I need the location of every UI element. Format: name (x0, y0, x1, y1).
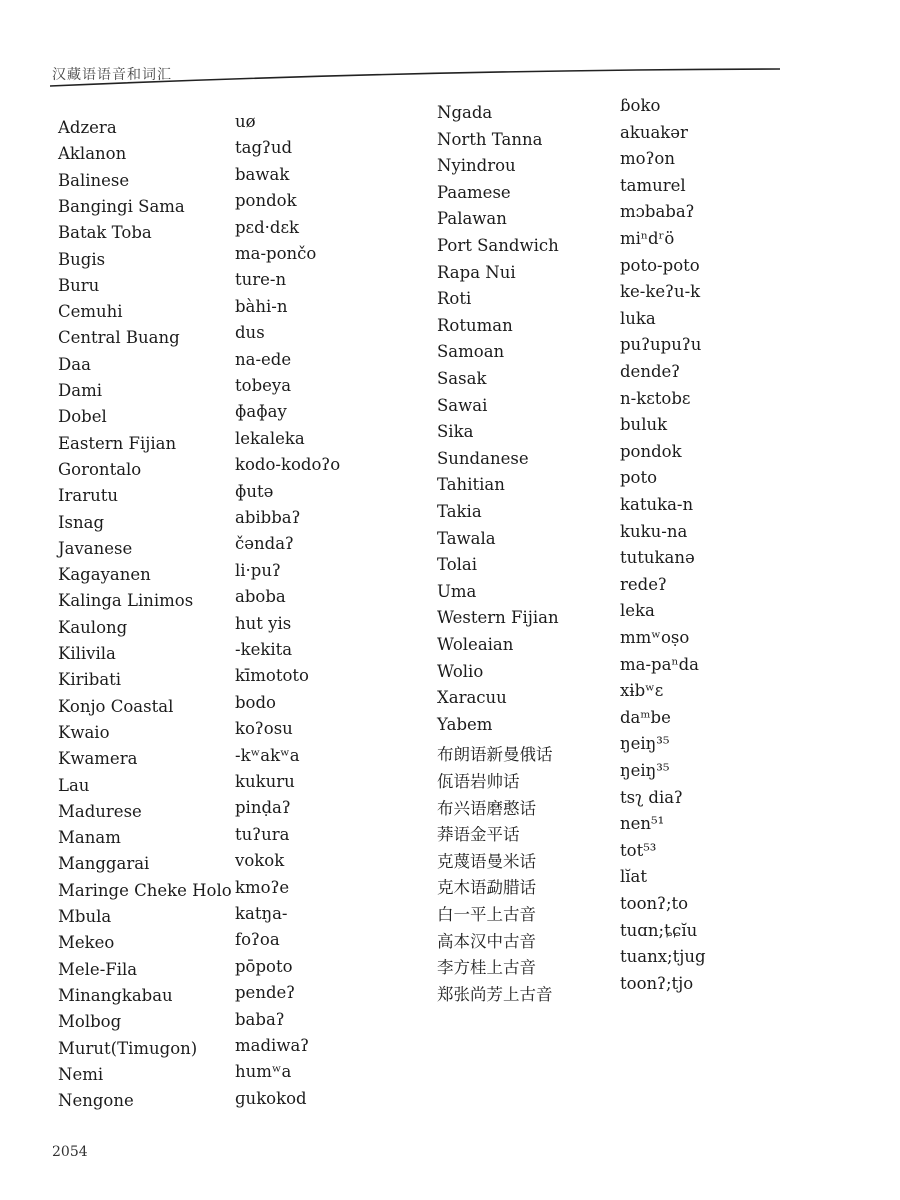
language-name: 白一平上古音 (437, 905, 536, 924)
word-form: tamurel (620, 175, 686, 195)
language-name: Kagayanen (58, 565, 151, 585)
word-form: pinḍaʔ (235, 798, 291, 818)
word-form: tuɑn;ȶɕĭu (620, 920, 698, 940)
word-form: bodo (235, 692, 276, 712)
language-name: Mekeo (58, 933, 115, 953)
language-name: Molbog (58, 1012, 122, 1032)
language-name: Eastern Fijian (58, 433, 177, 453)
word-form: miⁿdʳö (620, 229, 675, 248)
language-name: Nengone (58, 1091, 134, 1111)
language-name: Konjo Coastal (58, 696, 174, 716)
word-form: koʔosu (235, 719, 293, 739)
header-rule (0, 0, 900, 100)
language-name: Palawan (437, 209, 507, 229)
word-form: -kekita (235, 640, 293, 659)
language-name: Samoan (437, 342, 505, 362)
language-name: Woleaian (437, 635, 514, 654)
language-name: Lau (58, 775, 90, 795)
language-name: Dami (58, 381, 102, 400)
word-form: kodo-kodoʔo (235, 455, 341, 475)
word-form: tobeya (235, 376, 292, 395)
language-name: Sasak (437, 369, 487, 388)
language-name: 克蔑语曼米话 (437, 851, 536, 871)
language-name: Bugis (58, 249, 106, 269)
word-form: daᵐbe (620, 707, 671, 727)
word-form: aboba (235, 587, 286, 607)
language-name: Madurese (58, 801, 142, 821)
word-form: ture-n (235, 270, 287, 290)
word-form: bawak (235, 164, 290, 184)
word-form: uø (235, 112, 256, 131)
language-name: 李方桂上古音 (437, 958, 536, 978)
word-form: n-kɛtobɛ (620, 388, 691, 408)
language-name: Kalinga Linimos (58, 591, 194, 611)
word-form: ɡukokod (235, 1088, 307, 1108)
word-form: ma-paⁿda (620, 654, 699, 674)
language-name: Sundanese (437, 448, 529, 468)
word-form: kīmototo (235, 666, 309, 686)
word-form: babaʔ (235, 1009, 285, 1029)
running-header: 汉藏语语音和词汇 (52, 67, 172, 83)
language-name: Kilivila (58, 644, 116, 663)
language-name: Cemuhi (58, 302, 123, 322)
word-form: pendeʔ (235, 983, 296, 1003)
word-form: tagʔud (235, 138, 293, 158)
language-name: Nemi (58, 1064, 104, 1084)
word-form: ɸaɸay (235, 402, 287, 422)
language-name: Rotuman (437, 315, 513, 335)
word-form: hut yis (235, 613, 292, 633)
language-name: Kiribati (58, 670, 122, 690)
word-form: ɸutə (235, 481, 274, 501)
word-form: foʔoa (235, 930, 280, 950)
word-form: nen⁵¹ (620, 814, 665, 834)
word-form: na-ede (235, 349, 292, 369)
word-form: katuka-n (620, 495, 694, 514)
language-name: Dobel (58, 407, 107, 427)
word-form: dus (235, 323, 265, 343)
language-name: 布朗语新曼俄话 (437, 745, 553, 765)
language-name: North Tanna (437, 129, 543, 149)
language-name: 郑张尚芳上古音 (437, 984, 553, 1004)
word-form: pɛd·dɛk (235, 217, 300, 237)
language-name: Mele-Fila (58, 959, 138, 979)
language-name: 克木语勐腊话 (437, 878, 536, 898)
word-form: ɓoko (620, 96, 661, 115)
language-name: Western Fijian (437, 608, 559, 628)
word-form: luka (620, 308, 656, 328)
language-name: Daa (58, 354, 91, 374)
language-name: Bangingi Sama (58, 196, 185, 216)
word-form: -kʷakʷa (235, 745, 300, 765)
word-form: pōpoto (235, 956, 293, 976)
language-name: Aklanon (58, 144, 127, 164)
word-form: toonʔ;tjo (620, 973, 694, 993)
language-name: Batak Toba (58, 223, 152, 243)
word-form: abibbaʔ (235, 508, 301, 527)
word-form: vokok (235, 851, 285, 871)
language-name: Takia (437, 502, 482, 521)
language-name: Nyindrou (437, 156, 516, 176)
word-form: mmʷoṣo (620, 628, 690, 647)
language-name: Tawala (437, 528, 496, 548)
word-form: bàhi-n (235, 296, 288, 316)
word-form: puʔupuʔu (620, 335, 702, 355)
word-form: tuanx;tjug (620, 947, 706, 967)
language-name: Kwaio (58, 722, 110, 742)
word-form: humʷa (235, 1062, 292, 1082)
language-name: 布兴语磨憨话 (437, 798, 536, 818)
language-name: Tolai (437, 555, 478, 575)
language-name: Paamese (437, 182, 511, 202)
word-form: leka (620, 601, 655, 621)
word-form: poto-poto (620, 255, 700, 275)
word-form: ŋeiŋ³⁵ (620, 761, 670, 780)
language-name: 高本汉中古音 (437, 931, 536, 951)
word-form: lĭat (620, 867, 648, 887)
word-form: tot⁵³ (620, 840, 657, 860)
word-form: tutukanə (620, 548, 695, 568)
language-name: Javanese (58, 538, 133, 558)
language-name: Roti (437, 289, 472, 309)
word-form: kukuru (235, 772, 295, 791)
language-name: Ngada (437, 103, 493, 122)
language-name: Buru (58, 275, 100, 295)
language-name: Central Buang (58, 328, 180, 348)
language-name: Yabem (437, 714, 493, 734)
word-form: ke-keʔu-k (620, 282, 701, 302)
language-name: Murut(Timugon) (58, 1038, 198, 1058)
word-form: ma-pončo (235, 244, 317, 263)
language-name: Wolio (437, 661, 484, 681)
language-name: Sika (437, 422, 474, 442)
language-name: Xaracuu (437, 688, 507, 708)
word-form: akuakər (620, 122, 688, 142)
language-name: Kaulong (58, 617, 128, 637)
language-name: 佤语岩帅话 (437, 772, 520, 791)
word-form: redeʔ (620, 574, 667, 594)
language-name: Kwamera (58, 749, 138, 769)
word-form: tuʔura (235, 824, 290, 844)
word-form: pondok (235, 191, 297, 211)
word-form: tsʅ diaʔ (620, 787, 683, 807)
word-form: mɔbabaʔ (620, 202, 695, 222)
word-form: xɨbʷɛ (620, 681, 664, 701)
language-name: Manggarai (58, 854, 150, 874)
word-form: moʔon (620, 149, 675, 169)
word-form: pondok (620, 441, 682, 461)
language-name: 莽语金平话 (437, 825, 520, 845)
language-name: Uma (437, 581, 477, 601)
word-form: katŋa- (235, 904, 288, 923)
language-name: Port Sandwich (437, 236, 559, 255)
word-form: ŋeiŋ³⁵ (620, 734, 670, 754)
word-form: poto (620, 468, 658, 488)
language-name: Sawai (437, 395, 488, 415)
word-form: kuku-na (620, 521, 688, 541)
language-name: Isnag (58, 512, 105, 532)
word-form: dendeʔ (620, 362, 681, 381)
word-form: kmoʔe (235, 877, 290, 897)
language-name: Mbula (58, 907, 112, 926)
language-name: Gorontalo (58, 459, 142, 479)
word-form: buluk (620, 415, 668, 435)
language-name: Adzera (58, 118, 117, 137)
language-name: Manam (58, 828, 121, 848)
word-form: li·puʔ (235, 560, 281, 580)
language-name: Irarutu (58, 486, 119, 506)
word-form: toonʔ;to (620, 894, 689, 913)
page-number: 2054 (52, 1144, 88, 1160)
language-name: Rapa Nui (437, 262, 516, 282)
language-name: Balinese (58, 170, 130, 190)
language-name: Maringe Cheke Holo (58, 880, 232, 900)
word-form: madiwaʔ (235, 1036, 310, 1055)
language-name: Minangkabau (58, 985, 173, 1005)
language-name: Tahitian (437, 475, 505, 495)
word-form: lekaleka (235, 428, 305, 448)
word-form: čəndaʔ (235, 534, 294, 554)
